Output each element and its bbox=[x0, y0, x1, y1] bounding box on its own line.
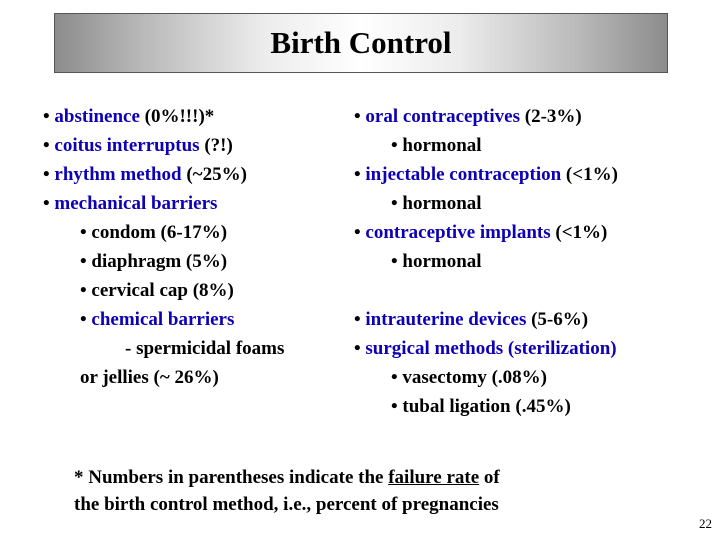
list-item-iud: • intrauterine devices (5-6%) bbox=[354, 309, 589, 330]
condom-text: condom (6-17%) bbox=[91, 222, 228, 243]
list-item-injectable: • injectable contraception (<1%) bbox=[354, 164, 618, 185]
spermicidal-text: - spermicidal foams bbox=[125, 338, 285, 359]
implants-rate: (<1%) bbox=[550, 222, 608, 243]
chemical-label: chemical barriers bbox=[91, 309, 235, 330]
title-bar bbox=[54, 13, 668, 73]
iud-label: intrauterine devices bbox=[365, 309, 527, 330]
list-item-hormonal-3: • hormonal bbox=[391, 251, 482, 272]
slide-title: Birth Control bbox=[270, 25, 452, 60]
implants-label: contraceptive implants bbox=[365, 222, 551, 243]
oral-rate: (2-3%) bbox=[520, 106, 582, 127]
list-spacer bbox=[354, 276, 714, 305]
surgical-label: surgical methods (sterilization) bbox=[365, 338, 617, 359]
left-column bbox=[43, 102, 343, 392]
list-item-mechanical: • mechanical barriers bbox=[43, 193, 218, 214]
diaphragm-text: diaphragm (5%) bbox=[91, 251, 228, 272]
abstinence-rate: (0%!!!)* bbox=[139, 106, 215, 127]
list-item-surgical: • surgical methods (sterilization) bbox=[354, 338, 617, 359]
rhythm-label: rhythm method bbox=[54, 164, 182, 185]
cervical-text: cervical cap (8%) bbox=[91, 280, 234, 301]
hormonal-text-3: hormonal bbox=[402, 251, 482, 272]
list-item-spermicidal bbox=[43, 334, 343, 363]
coitus-rate: (?!) bbox=[199, 135, 233, 156]
list-item-abstinence: • abstinence (0%!!!)* bbox=[43, 106, 215, 127]
footnote bbox=[74, 464, 500, 518]
jellies-text: or jellies (~ 26%) bbox=[80, 367, 219, 388]
vasectomy-text: vasectomy (.08%) bbox=[402, 367, 547, 388]
list-item-coitus: • coitus interruptus (?!) bbox=[43, 135, 233, 156]
footnote-line-1 bbox=[74, 464, 500, 491]
injectable-rate: (<1%) bbox=[561, 164, 618, 185]
coitus-label: coitus interruptus bbox=[54, 135, 200, 156]
tubal-text: tubal ligation (.45%) bbox=[402, 396, 571, 417]
list-item-diaphragm: • diaphragm (5%) bbox=[80, 251, 228, 272]
right-column bbox=[354, 102, 714, 421]
mechanical-label: mechanical barriers bbox=[54, 193, 218, 214]
failure-rate-term: failure rate bbox=[388, 467, 480, 488]
hormonal-text-2: hormonal bbox=[402, 193, 482, 214]
abstinence-label: abstinence bbox=[54, 106, 140, 127]
list-item-hormonal-1: • hormonal bbox=[391, 135, 482, 156]
rhythm-rate: (~25%) bbox=[181, 164, 247, 185]
list-item-hormonal-2: • hormonal bbox=[391, 193, 482, 214]
list-item-rhythm: • rhythm method (~25%) bbox=[43, 164, 247, 185]
list-item-oral: • oral contraceptives (2-3%) bbox=[354, 106, 582, 127]
injectable-label: injectable contraception bbox=[365, 164, 562, 185]
footnote-part-1: * Numbers in parentheses indicate the bbox=[74, 467, 389, 488]
list-item-tubal: • tubal ligation (.45%) bbox=[391, 396, 571, 417]
iud-rate: (5-6%) bbox=[526, 309, 589, 330]
page-number: 22 bbox=[699, 516, 712, 531]
list-item-condom: • condom (6-17%) bbox=[80, 222, 228, 243]
hormonal-text-1: hormonal bbox=[402, 135, 482, 156]
list-item-implants: • contraceptive implants (<1%) bbox=[354, 222, 608, 243]
footnote-line-2: the birth control method, i.e., percent of pregnancies bbox=[74, 494, 499, 515]
list-item-chemical: • chemical barriers bbox=[80, 309, 235, 330]
list-item-cervical: • cervical cap (8%) bbox=[80, 280, 234, 301]
footnote-part-2: of bbox=[479, 467, 500, 488]
list-item-jellies bbox=[43, 363, 343, 392]
oral-label: oral contraceptives bbox=[365, 106, 520, 127]
list-item-vasectomy: • vasectomy (.08%) bbox=[391, 367, 547, 388]
